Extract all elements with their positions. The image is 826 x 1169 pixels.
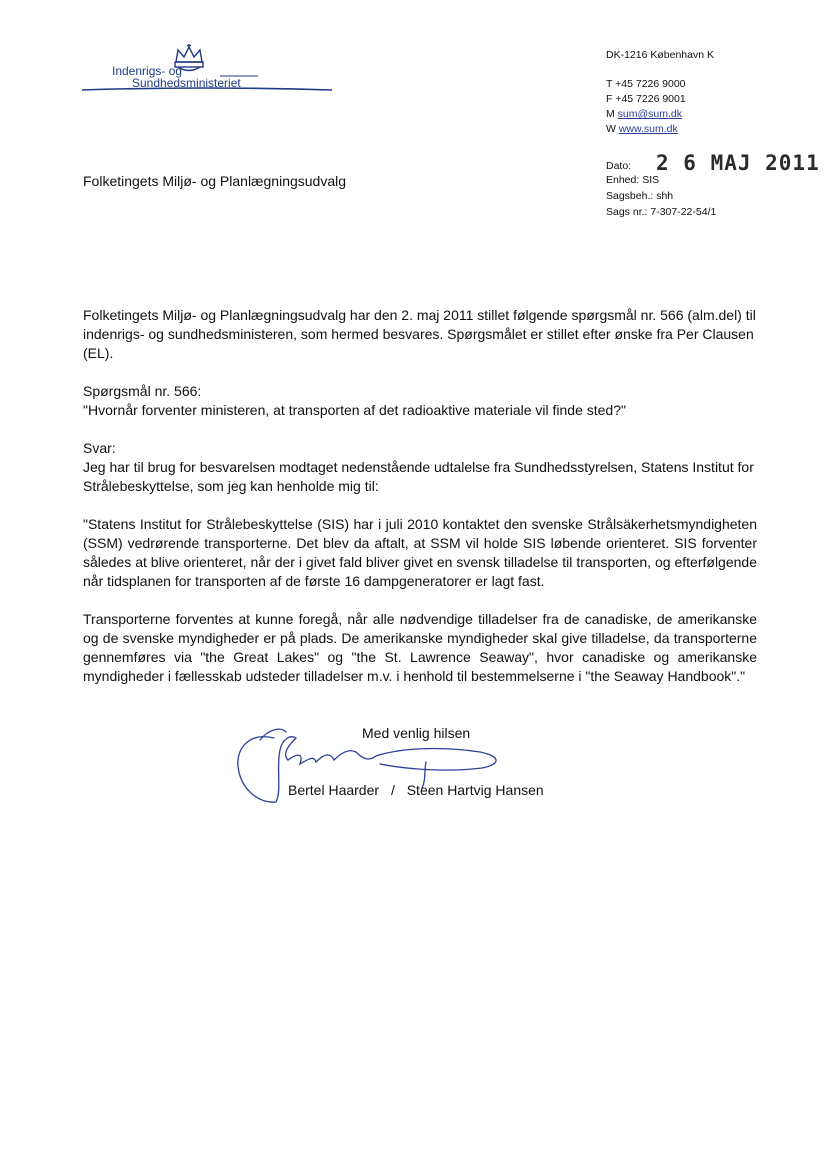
intro-paragraph: Folketingets Miljø- og Planlægningsudvalg har den 2. maj 2011 stillet følgende spørgsmål nr. 566 (alm.del) til indenrigs- og sundhedsministeren, som hermed besvares. Spørgsmålet er stillet efter ønske fra Per Clausen (EL). [83,307,756,361]
web-link[interactable]: www.sum.dk [618,123,678,135]
answer-label: Svar: [83,440,116,456]
signatories [288,782,544,798]
phone: T +45 7226 9000 [606,78,686,90]
ministry-logo [80,44,340,100]
mail-prefix: M [606,108,618,120]
signatory-separator: / [390,782,395,798]
contact-info [606,77,686,137]
recipient: Folketingets Miljø- og Planlægningsudvalg [83,173,347,189]
closing-greeting: Med venlig hilsen [362,725,471,741]
web-row [606,122,686,137]
question-text: "Hvornår forventer ministeren, at transporten af det radioaktive materiale vil finde sted?" [83,402,626,418]
case-handler: Sagsbeh.: shh [606,190,674,202]
signatory-2: Steen Hartvig Hansen [406,782,544,798]
fax: F +45 7226 9001 [606,93,686,105]
case-number: Sags nr.: 7-307-22-54/1 [606,206,717,218]
logo-line1: Indenrigs- og [112,64,183,78]
signatory-1: Bertel Haarder [288,782,380,798]
quote-paragraph-2: Transporterne forventes at kunne foregå, når alle nødvendige tilladelser fra de canadiske, de amerikanske og de svenske myndigheder er på plads. De amerikanske myndigheder skal give tilladelse, da transporterne gennemføres via "the Great Lakes" og "the St. Lawrence Seaway", hvor canadiske og amerikanske myndigheder i fællesskab udsteder tilladelser m.v. i henhold til bestemmelserne i "the Seaway Handbook"." [83,611,757,684]
quote-paragraph-1: "Statens Institut for Strålebeskyttelse (SIS) har i juli 2010 kontaktet den svenske Strålsäkerhetsmyndigheten (SSM) vedrørende transporterne. Det blev da aftalt, at SSM vil holde SIS løbende orienteret. SIS forventer således at blive orienteret, når der i givet fald bliver givet en svensk tilladelse til transporten, og efterfølgende når tidsplanen for transporten af de første 16 dampgeneratorer er lagt fast. [83,516,757,589]
question-label: Spørgsmål nr. 566: [83,383,202,399]
logo-line2: Sundhedsministeriet [132,76,241,90]
meta-info [606,172,716,220]
date-label: Dato: [606,160,632,172]
address: DK-1216 København K [606,49,714,61]
letter-body [83,306,757,686]
web-prefix: W [606,123,619,135]
mail-link[interactable]: sum@sum.dk [617,108,683,120]
answer-intro: Jeg har til brug for besvarelsen modtaget nedenstående udtalelse fra Sundhedsstyrelsen, Statens Institut for Strålebeskyttelse, som jeg kan henholde mig til: [83,459,754,494]
date-stamp: 2 6 MAJ 2011 [656,151,820,175]
mail-row [606,107,686,122]
unit: Enhed: SIS [606,174,660,186]
